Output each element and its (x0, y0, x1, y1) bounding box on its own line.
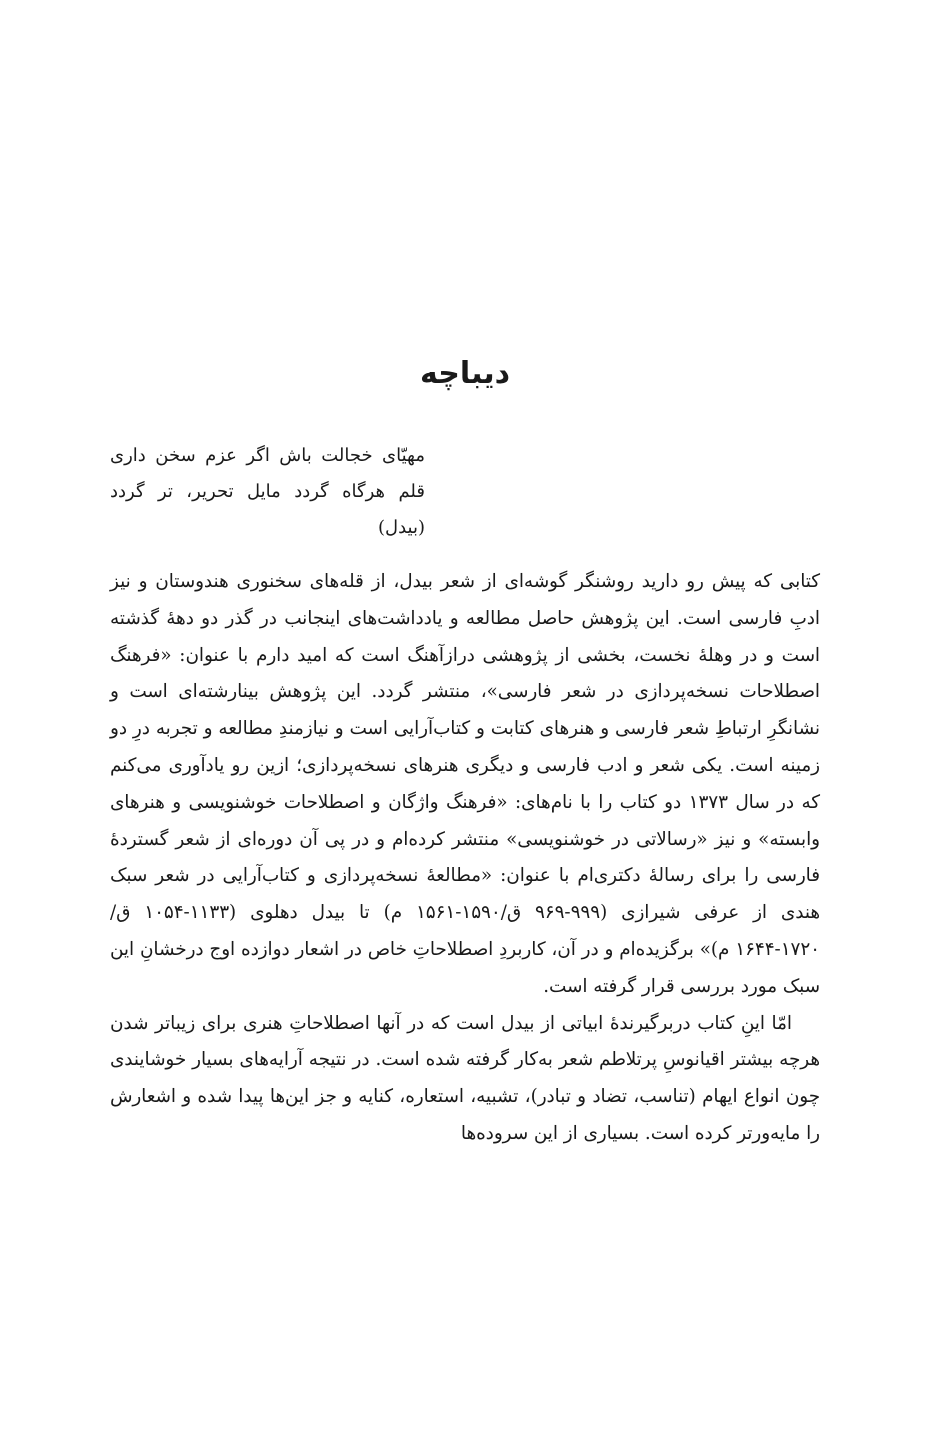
paragraph-1: کتابی که پیش رو دارید روشنگر گوشه‌ای از شعر بیدل، از قله‌های سخنوری هندوستان و نیز ادبِ فارسی است. این پژوهش حاصل مطالعه و یادداشت‌های اینجانب در گذر دو دهۀ گذشته است و در وهلۀ نخست، بخشی از پژوهشی درازآهنگ است که امید دارم با عنوان: «فرهنگ اصطلاحات نسخه‌پردازی در شعر فارسی»، منتشر گردد. این پژوهش بینارشته‌ای است و نشانگرِ ارتباطِ شعر فارسی و هنرهای کتابت و کتاب‌آرایی است و نیازمندِ مطالعه و تجربه درِ دو زمینه است. یکی شعر و ادب فارسی و دیگری هنرهای نسخه‌پردازی؛ ازین رو یادآوری می‌کنم که در سال ۱۳۷۳ دو کتاب را با نام‌های: «فرهنگ واژگان و اصطلاحات خوشنویسی و هنرهای وابسته» و نیز «رسالاتی در خوشنویسی» منتشر کرده‌ام و در پی آن دوره‌ای از شعر گستردۀ فارسی را برای رسالۀ دکتری‌ام با عنوان: «مطالعۀ نسخه‌پردازی و کتاب‌آرایی در شعر سبک هندی از عرفی شیرازی (۹۹۹-۹۶۹ ق/۱۵۹۰-۱۵۶۱ م) تا بیدل دهلوی (۱۱۳۳-۱۰۵۴ ق/ ۱۷۲۰-۱۶۴۴ م)» برگزیده‌ام و در آن، کاربردِ اصطلاحاتِ خاص در اشعار دوازده اوج درخشانِ این سبک مورد بررسی قرار گرفته است. (110, 571, 820, 997)
epigraph-verse-2: قلم هرگاه گردد مایل تحریر، تر گردد (110, 481, 425, 502)
paragraph-2: امّا اینِ کتاب دربرگیرندۀ ابیاتی از بیدل است که در آنها اصطلاحاتِ هنری برای زیباتر شدن هرچه بیشتر اقیانوسِ پرتلاطم شعر به‌کار گرفته شده است. در نتیجه آرایه‌های بسیار خوشایندی چون انواع ایهام (تناسب، تضاد و تبادر)، تشبیه، استعاره، کنایه و جز این‌ها پیدا شده و اشعارش را مایه‌ورتر کرده است. بسیاری از این سروده‌ها (110, 1012, 820, 1144)
body-text (110, 564, 820, 1153)
epigraph-attribution: (بیدل) (377, 517, 425, 538)
document-page (110, 0, 820, 1454)
page-title: دیباچه (420, 356, 510, 391)
epigraph-verse-1: مهیّای خجالت باش اگر عزم سخن داری (110, 445, 425, 466)
epigraph (110, 438, 425, 546)
